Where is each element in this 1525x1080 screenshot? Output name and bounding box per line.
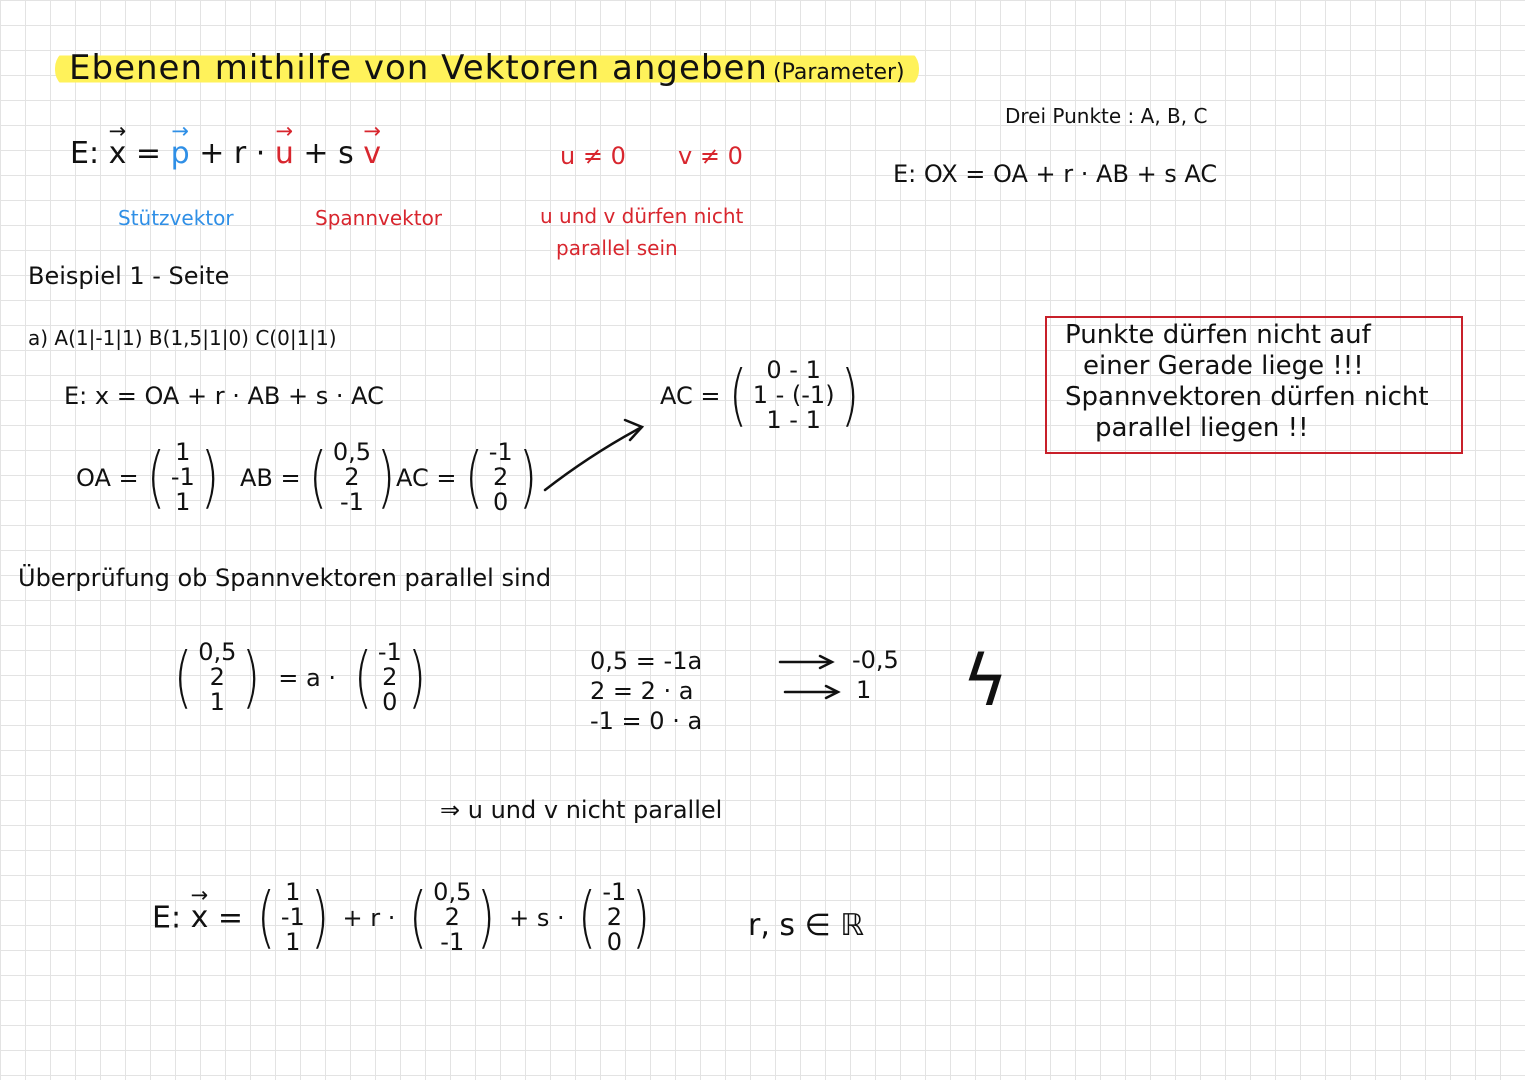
final-v1-y: -1: [280, 903, 305, 932]
note-line3: Spannvektoren dürfen nicht: [1065, 382, 1429, 412]
ac-arrow-icon: [545, 428, 640, 490]
ac-y: 2: [493, 463, 509, 492]
ab-y: 2: [344, 463, 360, 492]
stuetzvektor-label: Stützvektor: [118, 206, 234, 230]
final-plus-r: + r ·: [342, 903, 396, 932]
v-nonzero: v ≠ 0: [678, 142, 743, 170]
note-box: [1045, 316, 1463, 454]
v-vector: → v: [363, 136, 381, 171]
final-v3-z: 0: [606, 928, 622, 957]
note-line4: parallel liegen !!: [1095, 413, 1309, 443]
ac-calc-x: 0 - 1: [766, 356, 821, 384]
three-points-equation: E: OX = OA + r · AB + s AC: [893, 160, 1218, 188]
final-v1-z: 1: [285, 928, 301, 957]
final-e-label: E:: [152, 900, 182, 936]
check-left-y: 2: [209, 663, 225, 692]
x-vector: → x: [109, 136, 127, 171]
u-nonzero: u ≠ 0: [560, 142, 626, 170]
ac-calc-y: 1 - (-1): [752, 381, 835, 410]
final-x-vector: → x: [191, 900, 209, 935]
check-right-z: 0: [382, 688, 398, 717]
general-equation: [70, 136, 381, 171]
example-points: a) A(1|-1|1) B(1,5|1|0) C(0|1|1): [28, 326, 337, 350]
check-left-x: 0,5: [198, 638, 237, 666]
ac-vector: AC = ( -1 2 0 ): [396, 438, 537, 517]
oa-vector: OA = ( 1 -1 1 ): [76, 438, 220, 517]
ab-x: 0,5: [332, 438, 372, 466]
check-right-x: -1: [377, 638, 402, 666]
p-vector: → p: [171, 136, 190, 171]
e-label: E:: [70, 136, 100, 171]
equals-sign: =: [135, 136, 162, 171]
ac-z: 0: [493, 488, 509, 517]
plus-r: + r ·: [199, 136, 266, 171]
ab-label: AB =: [240, 463, 301, 492]
final-equation: E: → x = ( 1 -1 1 ) + r · ( 0,5 2 -1 ) + s · ( -1 2 0 ): [152, 880, 655, 956]
check-equation: ( 0,5 2 1 ) = a · ( -1 2 0 ): [173, 638, 427, 717]
conclusion: ⇒ u und v nicht parallel: [440, 796, 723, 824]
final-plus-s: + s ·: [509, 903, 565, 932]
check-left-z: 1: [209, 688, 225, 717]
final-v2-y: 2: [444, 903, 460, 932]
example-equation: E: x = OA + r · AB + s · AC: [64, 382, 384, 410]
final-v2-x: 0,5: [433, 878, 472, 906]
oa-y: -1: [170, 463, 195, 492]
not-parallel-line2: parallel sein: [556, 236, 678, 260]
check-right-y: 2: [382, 663, 398, 692]
oa-x: 1: [175, 438, 191, 466]
not-parallel-line1: u und v dürfen nicht: [540, 204, 744, 228]
final-equals: =: [217, 900, 244, 936]
ac-calc-label: AC =: [660, 381, 721, 410]
lightning-icon: ϟ: [962, 640, 1009, 722]
check-row1-result: -0,5: [852, 646, 899, 674]
ac-label: AC =: [396, 463, 457, 492]
ac-calc-z: 1 - 1: [766, 406, 821, 435]
final-v3-x: -1: [602, 878, 627, 906]
ac-x: -1: [488, 438, 513, 466]
check-heading: Überprüfung ob Spannvektoren parallel sind: [18, 564, 552, 592]
u-vector: → u: [275, 136, 294, 171]
title-sub: (Parameter): [773, 60, 905, 85]
parameter-domain: r, s ∈ ℝ: [748, 908, 865, 943]
example-heading: Beispiel 1 - Seite: [28, 262, 230, 290]
note-line1: Punkte dürfen nicht auf: [1065, 320, 1371, 350]
ac-arrowhead-icon: [625, 420, 642, 440]
final-v3-y: 2: [606, 903, 622, 932]
check-row2-result: 1: [856, 676, 872, 704]
check-rows: [590, 646, 702, 736]
title-main: Ebenen mithilfe von Vektoren angeben: [69, 48, 768, 88]
oa-label: OA =: [76, 463, 139, 492]
final-v2-z: -1: [440, 928, 465, 957]
check-row1: 0,5 = -1a: [590, 647, 703, 675]
final-v1-x: 1: [285, 878, 301, 906]
check-row2: 2 = 2 · a: [590, 677, 694, 705]
spannvektor-label: Spannvektor: [315, 206, 443, 230]
ab-vector: AB = ( 0,5 2 -1 ): [240, 438, 396, 517]
eq-a: = a ·: [278, 663, 336, 692]
three-points-heading: Drei Punkte : A, B, C: [1005, 104, 1208, 128]
ac-calc: AC = ( 0 - 1 1 - (-1) 1 - 1 ): [660, 356, 859, 435]
page-title: [55, 48, 919, 90]
check-row3: -1 = 0 · a: [590, 707, 703, 735]
plus-s: + s: [303, 136, 354, 171]
note-line2: einer Gerade liege !!!: [1083, 351, 1364, 381]
ab-z: -1: [339, 488, 364, 517]
oa-z: 1: [175, 488, 191, 517]
